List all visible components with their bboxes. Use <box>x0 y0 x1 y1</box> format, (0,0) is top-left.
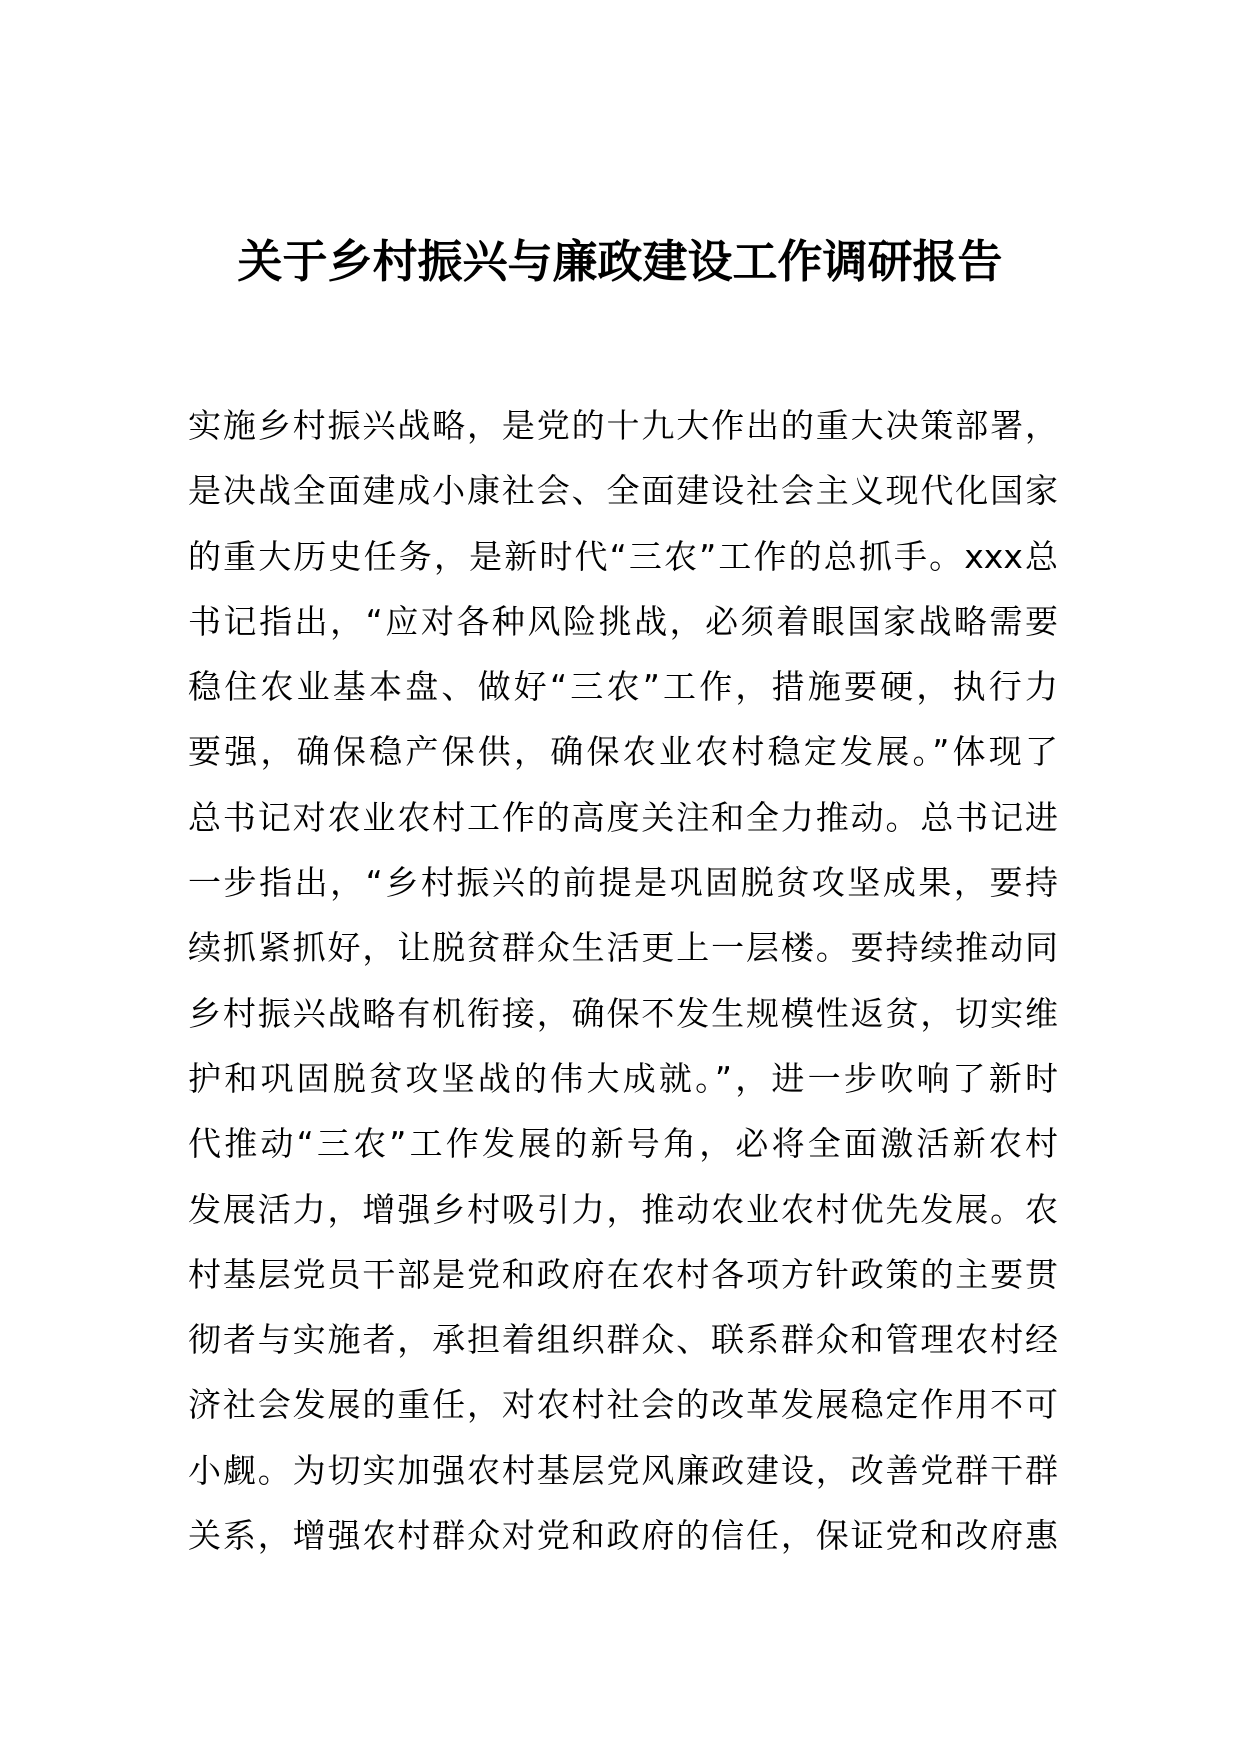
body-paragraph <box>188 393 1058 1568</box>
document-title: 关于乡村振兴与廉政建设工作调研报告 <box>237 235 1003 289</box>
paragraph-line: 续抓紧抓好，让脱贫群众生活更上一层楼。要持续推动同 <box>188 928 1058 968</box>
paragraph-line: 村基层党员干部是党和政府在农村各项方针政策的主要贯 <box>188 1254 1058 1294</box>
paragraph-line: 发展活力，增强乡村吸引力，推动农业农村优先发展。农 <box>188 1189 1058 1229</box>
paragraph-line: 小觑。为切实加强农村基层党风廉政建设，改善党群干群 <box>188 1450 1058 1490</box>
paragraph-line: 书记指出，“应对各种风险挑战，必须着眼国家战略需要 <box>188 601 1058 641</box>
paragraph-line: 济社会发展的重任，对农村社会的改革发展稳定作用不可 <box>188 1385 1058 1425</box>
paragraph-line: 彻者与实施者，承担着组织群众、联系群众和管理农村经 <box>188 1320 1058 1360</box>
paragraph-line: 稳住农业基本盘、做好“三农”工作，措施要硬，执行力 <box>188 667 1058 707</box>
paragraph-line: 的重大历史任务，是新时代“三农”工作的总抓手。xxx总 <box>188 536 1058 576</box>
paragraph-line: 要强，确保稳产保供，确保农业农村稳定发展。”体现了 <box>188 732 1058 772</box>
paragraph-line: 是决战全面建成小康社会、全面建设社会主义现代化国家 <box>188 471 1058 511</box>
paragraph-line: 代推动“三农”工作发展的新号角，必将全面激活新农村 <box>188 1124 1058 1164</box>
paragraph-line: 护和巩固脱贫攻坚战的伟大成就。”，进一步吹响了新时 <box>188 1058 1058 1098</box>
paragraph-line: 一步指出，“乡村振兴的前提是巩固脱贫攻坚成果，要持 <box>188 863 1058 903</box>
paragraph-line: 总书记对农业农村工作的高度关注和全力推动。总书记进 <box>188 797 1058 837</box>
paragraph-line: 实施乡村振兴战略，是党的十九大作出的重大决策部署， <box>188 406 1058 445</box>
paragraph-line: 关系，增强农村群众对党和政府的信任，保证党和改府惠 <box>188 1516 1058 1556</box>
paragraph-line: 乡村振兴战略有机衔接，确保不发生规模性返贫，切实维 <box>188 993 1058 1033</box>
